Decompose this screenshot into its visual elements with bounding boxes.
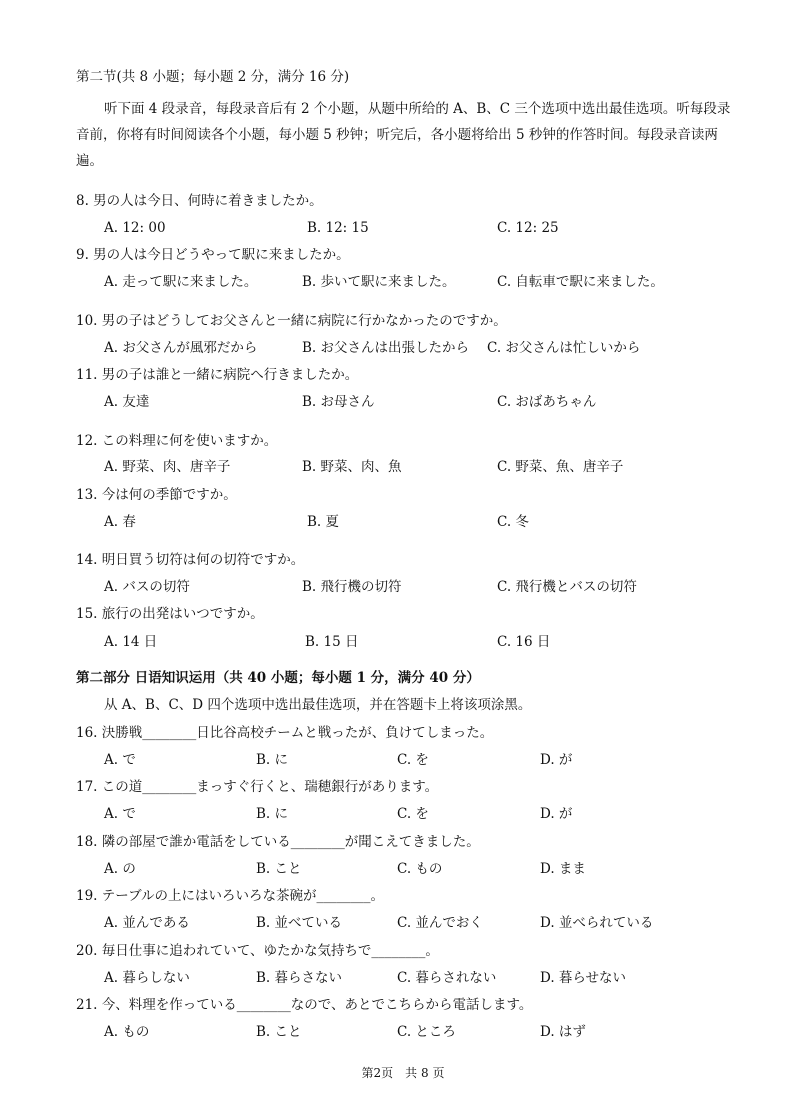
question-21: 21. 今、料理を作っている________なので、あとでこちらから電話します。	[76, 997, 533, 1013]
option-a: A. バスの切符	[104, 579, 190, 595]
option-a: A. 並んである	[104, 915, 190, 931]
option-c: C. お父さんは忙しいから	[487, 340, 641, 356]
option-c: C. を	[397, 752, 429, 768]
part-title: 第二部分 日语知识运用（共 40 小题；每小题 1 分，满分 40 分）	[76, 670, 480, 686]
option-a: A. で	[104, 752, 136, 768]
option-c: C. 野菜、魚、唐辛子	[497, 459, 624, 475]
option-d: D. 並べられている	[540, 915, 654, 931]
question-17: 17. この道________まっすぐ行くと、瑞穂銀行があります。	[76, 779, 439, 795]
question-11: 11. 男の子は誰と一緒に病院へ行きましたか。	[76, 367, 359, 383]
option-b: B. に	[256, 752, 289, 768]
option-a: A. 暮らしない	[104, 970, 190, 986]
option-b: B. 夏	[307, 514, 340, 530]
option-a: A. 野菜、肉、唐辛子	[104, 459, 231, 475]
option-d: D. が	[540, 752, 573, 768]
option-a: A. 14 日	[104, 634, 158, 650]
option-b: B. 歩いて駅に来ました。	[302, 274, 456, 290]
option-c: C. 自転車で駅に来ました。	[497, 274, 664, 290]
option-a: A. お父さんが風邪だから	[104, 340, 258, 356]
option-c: C. 並んでおく	[397, 915, 483, 931]
option-c: C. 16 日	[497, 634, 551, 650]
option-a: A. で	[104, 806, 136, 822]
option-b: B. お母さん	[302, 394, 375, 410]
option-b: B. 並べている	[256, 915, 343, 931]
question-9: 9. 男の人は今日どうやって駅に来ましたか。	[76, 247, 350, 263]
option-a: A. 友達	[104, 394, 150, 410]
question-15: 15. 旅行の出発はいつですか。	[76, 606, 264, 622]
option-a: A. の	[104, 861, 136, 877]
option-d: D. 暮らせない	[540, 970, 627, 986]
question-14: 14. 明日買う切符は何の切符ですか。	[76, 552, 305, 568]
section-title: 第二节(共 8 小题；每小题 2 分，满分 16 分)	[76, 69, 350, 85]
question-18: 18. 隣の部屋で誰か電話をしている________が聞こえてきました。	[76, 834, 480, 850]
question-16: 16. 決勝戦________日比谷高校チームと戦ったが、負けてしまった。	[76, 725, 494, 741]
page-footer: 第2页 共 8 页	[361, 1066, 445, 1080]
option-d: D. まま	[540, 861, 586, 877]
option-c: C. ところ	[397, 1024, 456, 1040]
option-c: C. を	[397, 806, 429, 822]
part-instructions: 从 A、B、C、D 四个选项中选出最佳选项，并在答题卡上将该项涂黑。	[104, 697, 532, 713]
option-b: B. 飛行機の切符	[302, 579, 402, 595]
option-b: B. お父さんは出張したから	[302, 340, 470, 356]
option-b: B. こと	[256, 861, 302, 877]
option-a: A. 春	[104, 514, 136, 530]
option-b: B. こと	[256, 1024, 302, 1040]
option-a: A. 走って駅に来ました。	[104, 274, 258, 290]
option-c: C. 暮らされない	[397, 970, 497, 986]
option-b: B. 暮らさない	[256, 970, 343, 986]
option-c: C. おばあちゃん	[497, 394, 597, 410]
option-b: B. 野菜、肉、魚	[302, 459, 402, 475]
option-c: C. 冬	[497, 514, 529, 530]
option-b: B. 15 日	[305, 634, 359, 650]
question-12: 12. この料理に何を使いますか。	[76, 433, 278, 449]
question-19: 19. テーブルの上にはいろいろな茶碗が________。	[76, 888, 385, 904]
question-13: 13. 今は何の季節ですか。	[76, 487, 237, 503]
option-b: B. に	[256, 806, 289, 822]
option-c: C. 12: 25	[497, 220, 559, 236]
option-d: D. が	[540, 806, 573, 822]
option-d: D. はず	[540, 1024, 586, 1040]
section-instructions: 听下面 4 段录音，每段录音后有 2 个小题，从题中所给的 A、B、C 三个选项中选出最佳选项。听每段录音前，你将有时间阅读各个小题，每小题 5 秒钟；听完后，各小题将给出 5 秒钟的作答时间。每段录音读两遍。	[76, 101, 731, 169]
option-c: C. もの	[397, 861, 443, 877]
option-a: A. もの	[104, 1024, 150, 1040]
question-8: 8. 男の人は今日、何時に着きましたか。	[76, 193, 323, 209]
question-10: 10. 男の子はどうしてお父さんと一緒に病院に行かなかったのですか。	[76, 313, 507, 329]
question-20: 20. 毎日仕事に追われていて、ゆたかな気持ちで________。	[76, 943, 439, 959]
option-c: C. 飛行機とバスの切符	[497, 579, 637, 595]
option-a: A. 12: 00	[104, 220, 166, 236]
option-b: B. 12: 15	[307, 220, 369, 236]
